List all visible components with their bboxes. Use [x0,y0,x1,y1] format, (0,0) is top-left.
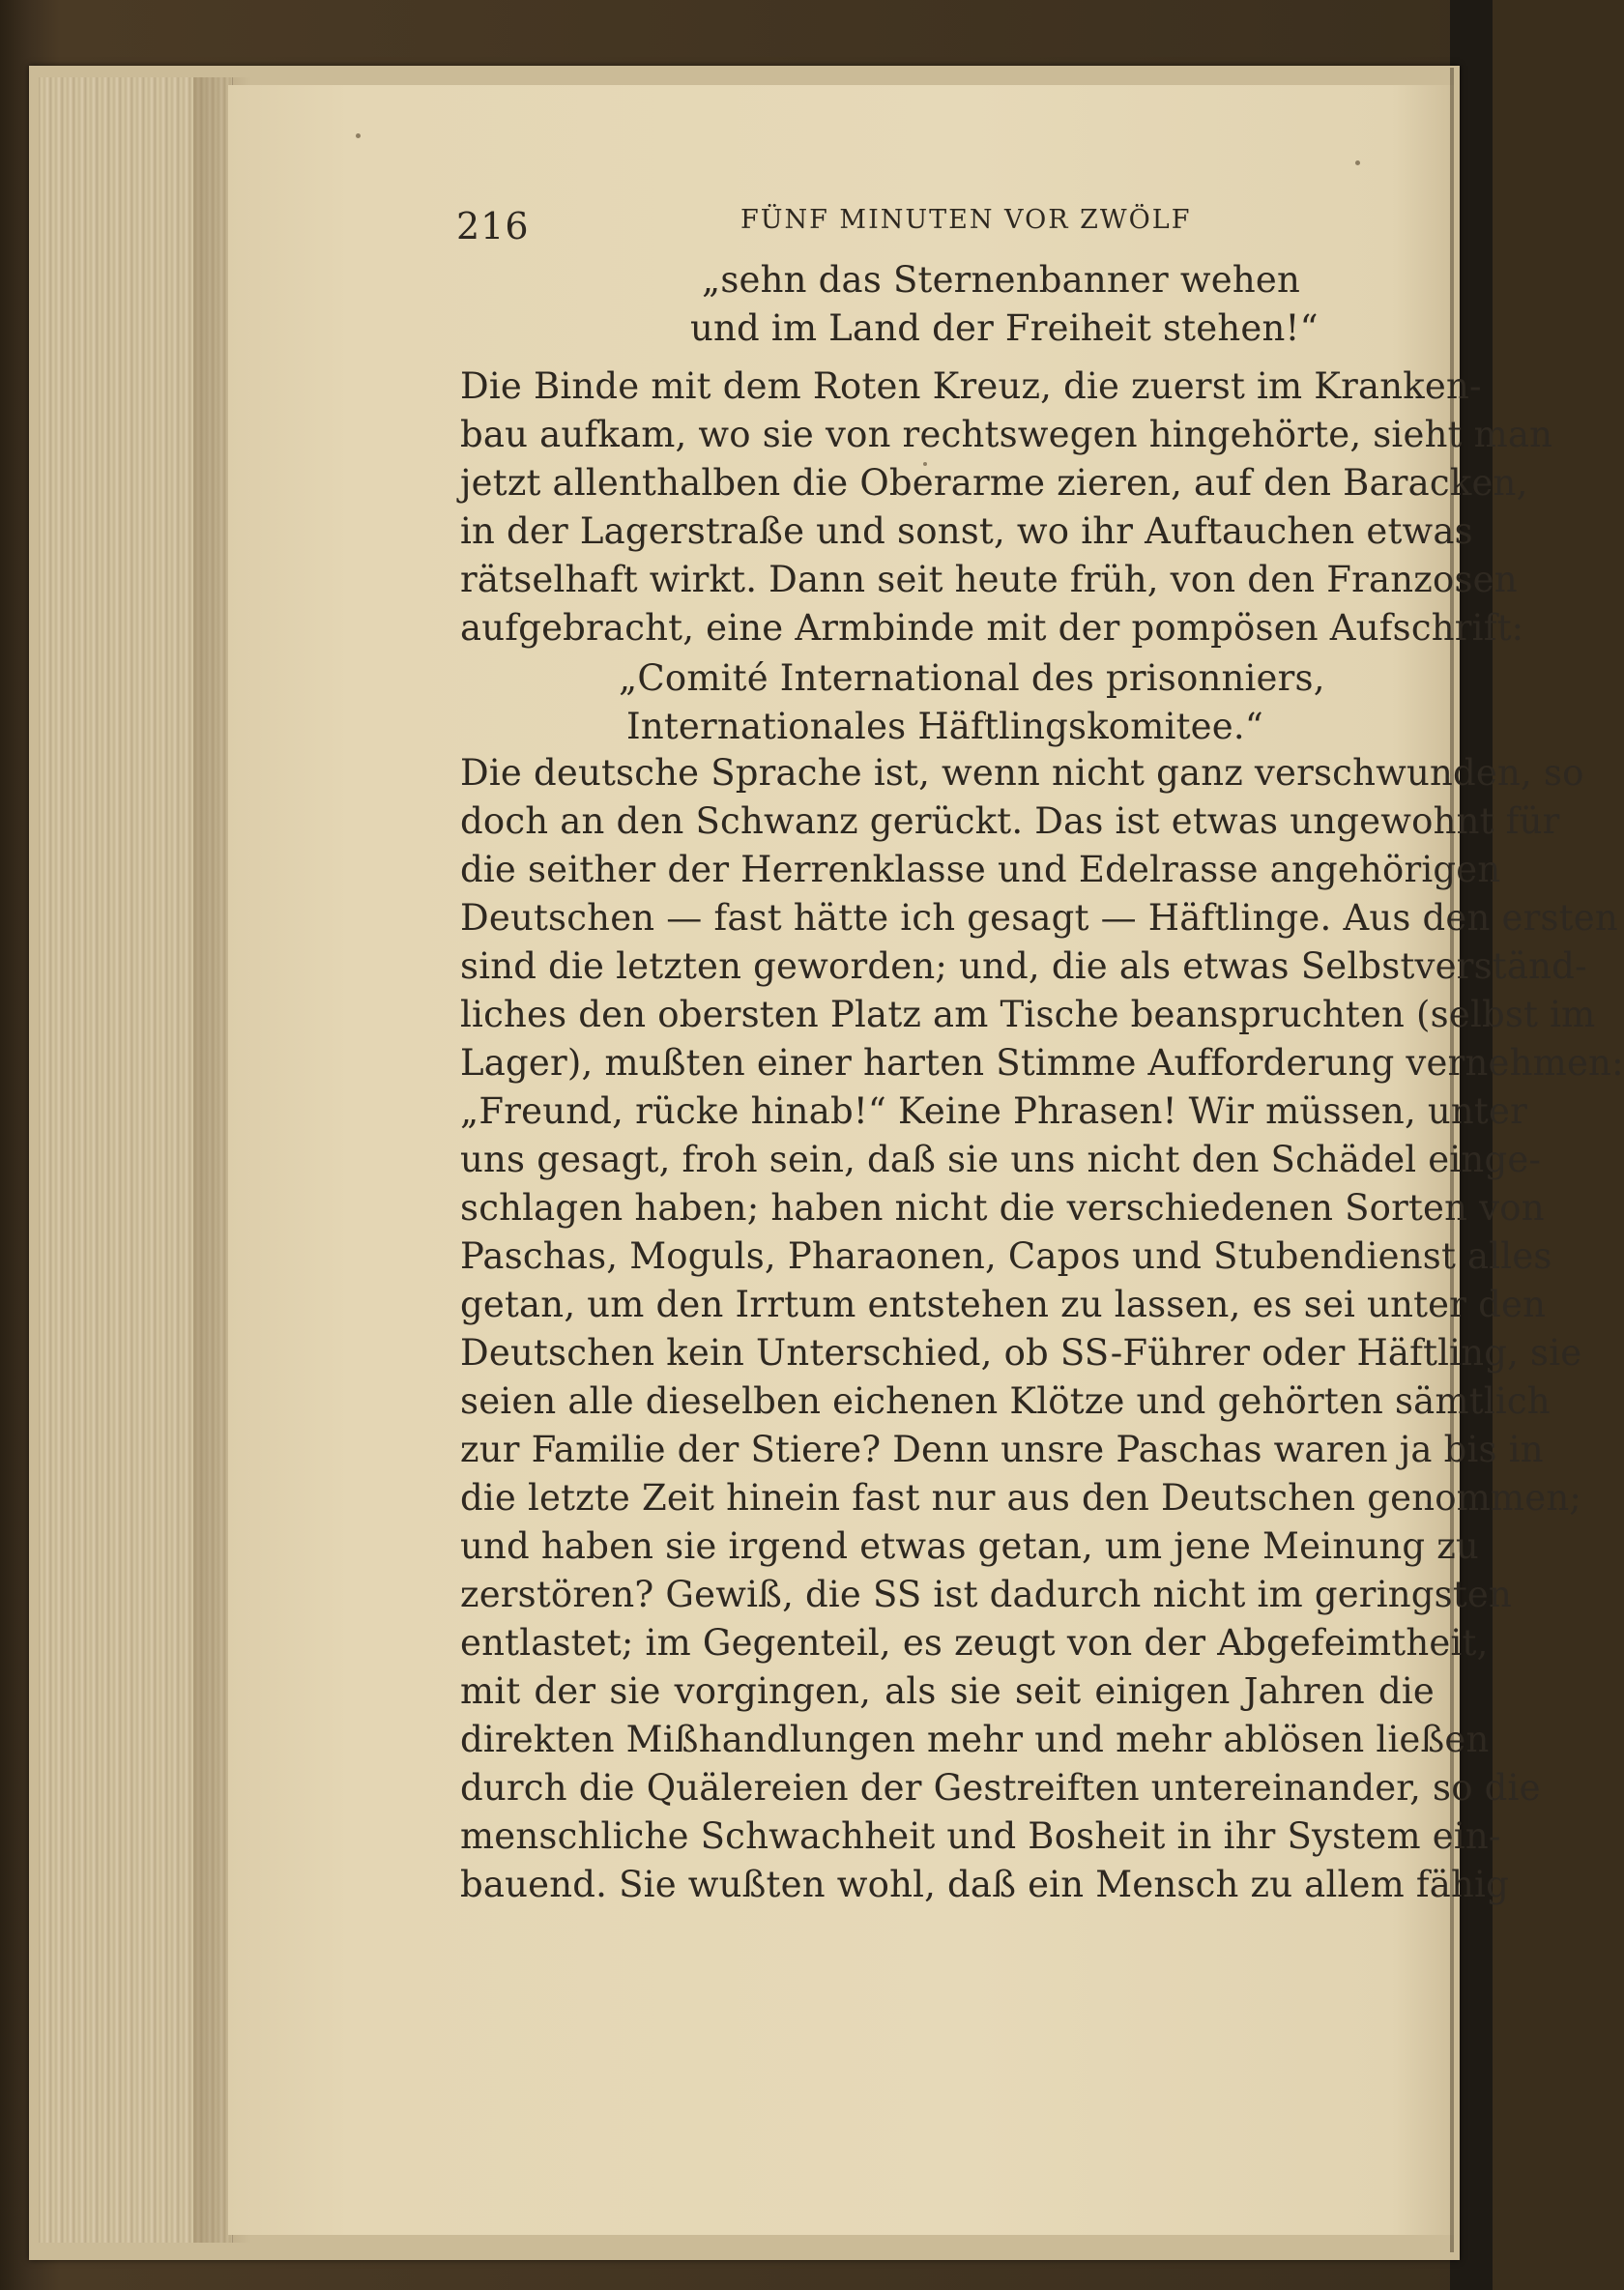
text-line: uns gesagt, froh sein, daß sie uns nicht den Schädel einge- [460,1139,1542,1180]
text-line: menschliche Schwachheit und Bosheit in ihr System ein- [460,1815,1501,1857]
verse-line-2: und im Land der Freiheit stehen!“ [690,307,1319,349]
page-number: 216 [456,205,530,247]
text-line: bauend. Sie wußten wohl, daß ein Mensch zu allem fähig [460,1864,1509,1905]
text-line: Die deutsche Sprache ist, wenn nicht ganz verschwunden, so [460,752,1584,794]
text-line: getan, um den Irrtum entstehen zu lassen, es sei unter den [460,1284,1547,1325]
text-line: seien alle dieselben eichenen Klötze und gehörten sämtlich [460,1380,1551,1422]
text-line: direkten Mißhandlungen mehr und mehr ablösen ließen [460,1719,1490,1760]
text-line: schlagen haben; haben nicht die verschiedenen Sorten von [460,1187,1545,1229]
text-line: doch an den Schwanz gerückt. Das ist etwas ungewohnt für [460,800,1560,842]
quote-line-1: „Comité International des prisonniers, [619,657,1325,699]
text-line: jetzt allenthalben die Oberarme zieren, auf den Baracken, [460,462,1528,504]
text-line: Deutschen — fast hätte ich gesagt — Häftlinge. Aus den ersten [460,897,1618,939]
text-line: Lager), mußten einer harten Stimme Aufforderung vernehmen: [460,1042,1624,1084]
text-line: und haben sie irgend etwas getan, um jene Meinung zu [460,1525,1479,1567]
text-line: Paschas, Moguls, Pharaonen, Capos und Stubendienst alles [460,1235,1552,1277]
text-line: durch die Quälereien der Gestreiften untereinander, so die [460,1767,1541,1809]
verse-line-1: „sehn das Sternenbanner wehen [702,259,1300,301]
text-line: in der Lagerstraße und sonst, wo ihr Auftauchen etwas [460,510,1473,552]
text-line: sind die letzten geworden; und, die als etwas Selbstverständ- [460,945,1587,987]
text-line: die seither der Herrenklasse und Edelrasse angehörigen [460,849,1501,890]
text-line: die letzte Zeit hinein fast nur aus den Deutschen genommen; [460,1477,1582,1519]
text-line: aufgebracht, eine Armbinde mit der pompösen Aufschrift: [460,607,1524,649]
text-line: liches den obersten Platz am Tische beanspruchten (selbst im [460,994,1596,1035]
text-line: Deutschen kein Unterschied, ob SS-Führer oder Häftling, sie [460,1332,1582,1374]
text-line: zur Familie der Stiere? Denn unsre Paschas waren ja bis in [460,1429,1544,1470]
text-line: Die Binde mit dem Roten Kreuz, die zuerst im Kranken- [460,365,1482,407]
text-line: bau aufkam, wo sie von rechtswegen hingehörte, sieht man [460,414,1553,455]
quote-line-2: Internationales Häftlingskomitee.“ [626,706,1263,747]
text-line: rätselhaft wirkt. Dann seit heute früh, von den Franzosen [460,559,1518,600]
text-line: mit der sie vorgingen, als sie seit einigen Jahren die [460,1670,1435,1712]
text-line: zerstören? Gewiß, die SS ist dadurch nicht im geringsten [460,1574,1513,1615]
text-line: „Freund, rücke hinab!“ Keine Phrasen! Wir müssen, unter [460,1090,1527,1132]
text-line: entlastet; im Gegenteil, es zeugt von der Abgefeimtheit, [460,1622,1489,1664]
running-head: FÜNF MINUTEN VOR ZWÖLF [740,205,1192,235]
